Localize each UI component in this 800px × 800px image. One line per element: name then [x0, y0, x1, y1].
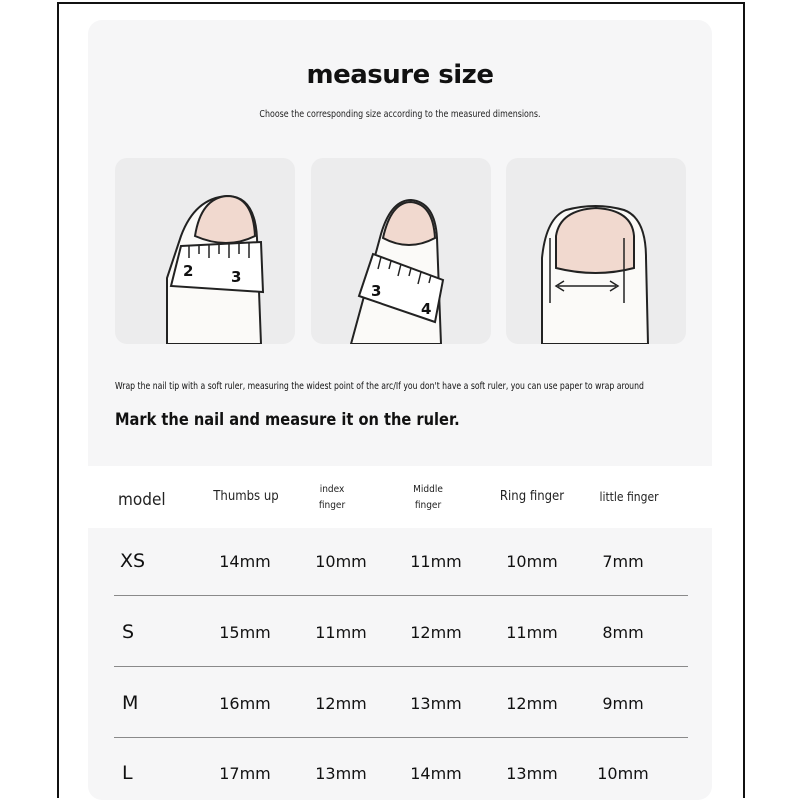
cell-middle: 14mm [410, 764, 462, 783]
cell-thumb: 16mm [219, 694, 271, 713]
thumb-ruler-drawing [115, 158, 295, 344]
header-ring: Ring finger [499, 489, 565, 504]
cell-little: 9mm [602, 694, 644, 713]
page-title: measure size [306, 60, 494, 90]
cell-little: 7mm [602, 552, 644, 571]
cell-index: 10mm [315, 552, 367, 571]
cell-middle: 11mm [410, 552, 462, 571]
cell-thumb: 17mm [219, 764, 271, 783]
ruler-number: 2 [183, 262, 194, 280]
row-model: S [122, 621, 135, 643]
cell-ring: 12mm [506, 694, 558, 713]
cell-index: 12mm [315, 694, 367, 713]
row-divider [114, 595, 688, 596]
row-divider [114, 737, 688, 738]
cell-index: 13mm [315, 764, 367, 783]
thumb-ruler-illustration [115, 158, 295, 344]
ruler-number: 4 [421, 300, 432, 318]
cell-ring: 10mm [506, 552, 558, 571]
index-ruler-illustration [311, 158, 491, 344]
cell-middle: 13mm [410, 694, 462, 713]
nail-width-illustration [506, 158, 686, 344]
cell-thumb: 14mm [219, 552, 271, 571]
instruction-text: Wrap the nail tip with a soft ruler, measuring the widest point of the arc/If you don't have a soft ruler, you can use paper to wrap around [115, 381, 644, 392]
header-index: index finger [318, 484, 346, 511]
ruler-number: 3 [231, 268, 242, 286]
cell-middle: 12mm [410, 623, 462, 642]
cell-ring: 11mm [506, 623, 558, 642]
header-thumb: Thumbs up [213, 489, 279, 504]
cell-thumb: 15mm [219, 623, 271, 642]
cell-little: 8mm [602, 623, 644, 642]
page-subtitle: Choose the corresponding size according to the measured dimensions. [259, 109, 541, 120]
row-model: M [122, 692, 139, 714]
cell-index: 11mm [315, 623, 367, 642]
header-little: little finger [599, 490, 659, 504]
header-middle: Middle finger [413, 484, 443, 511]
header-model: model [118, 490, 166, 510]
ruler-number: 3 [371, 282, 382, 300]
cell-ring: 13mm [506, 764, 558, 783]
row-model: L [122, 762, 133, 784]
row-divider [114, 666, 688, 667]
instruction-heading: Mark the nail and measure it on the ruler. [115, 410, 460, 430]
nail-width-drawing [506, 158, 686, 344]
index-ruler-drawing [311, 158, 491, 344]
cell-little: 10mm [597, 764, 649, 783]
row-model: XS [120, 550, 146, 572]
